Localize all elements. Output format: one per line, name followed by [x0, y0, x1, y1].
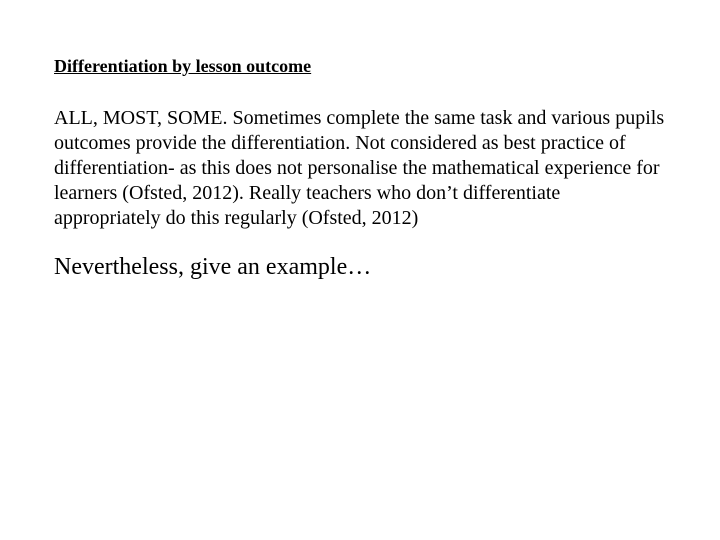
slide-heading: Differentiation by lesson outcome: [54, 56, 312, 76]
slide-prompt: Nevertheless, give an example…: [54, 254, 372, 280]
slide-body-text: ALL, MOST, SOME. Sometimes complete the same task and various pupils outcomes provide the differentiation. Not considered as best practice of differentiation- as this does not personalise the mathematical experience for learners (Ofsted, 2012). Really teachers who don’t differentiate appropriately do this regularly (Ofsted, 2012): [54, 107, 665, 229]
